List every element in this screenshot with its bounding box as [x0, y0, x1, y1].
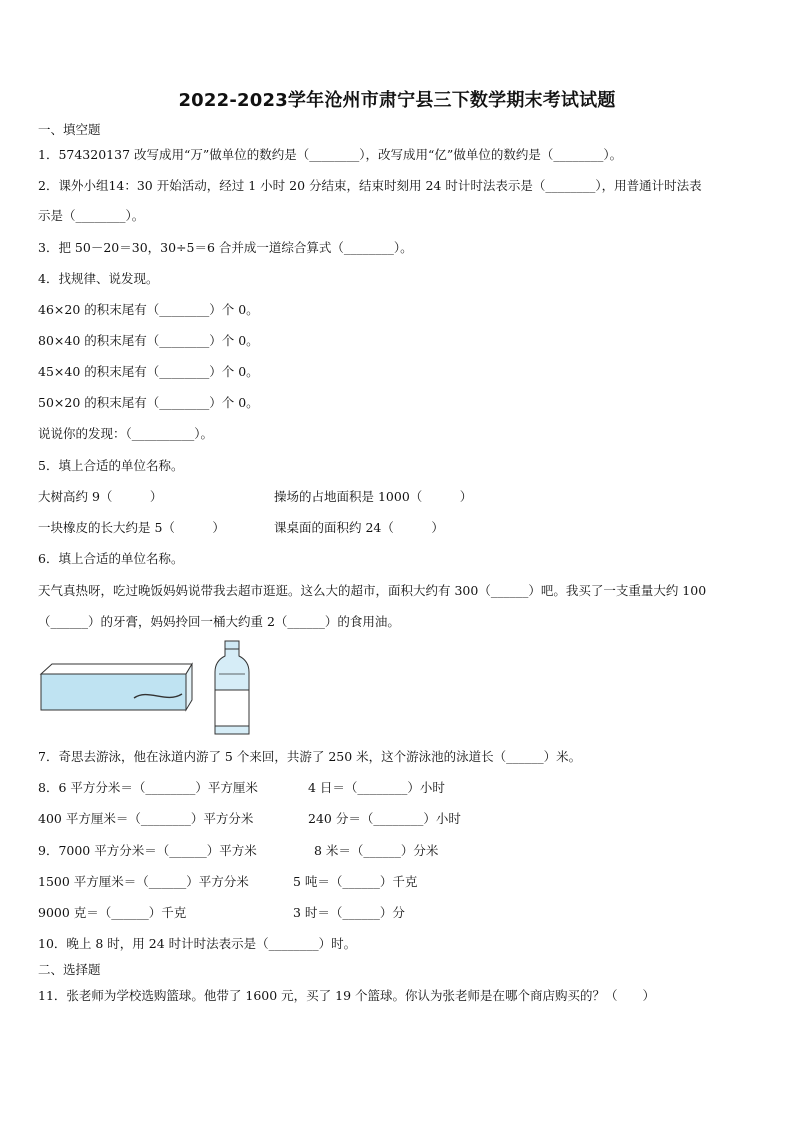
page-title: 2022-2023学年沧州市肃宁县三下数学期末考试试题 — [178, 90, 616, 111]
question-8-item-c: 400 平方厘米＝（________）平方分米 — [38, 811, 254, 826]
question-5-item-b: 操场的占地面积是 1000（ ） — [274, 489, 473, 504]
question-5-item-c: 一块橡皮的长大约是 5（ ） — [38, 520, 225, 535]
question-8-item-a: 8．6 平方分米＝（________）平方厘米 — [38, 780, 258, 795]
section-fill-blank: 一、填空题 — [38, 122, 101, 137]
question-9-item-d: 5 吨＝（______）千克 — [293, 874, 418, 889]
question-4-item-d: 50×20 的积末尾有（________）个 0。 — [38, 395, 259, 410]
question-9-item-a: 9．7000 平方分米＝（______）平方米 — [38, 843, 257, 858]
section-multiple-choice: 二、选择题 — [38, 962, 101, 977]
question-4-item-a: 46×20 的积末尾有（________）个 0。 — [38, 302, 259, 317]
question-5: 5．填上合适的单位名称。 — [38, 458, 184, 473]
question-5-item-d: 课桌面的面积约 24（ ） — [274, 520, 444, 535]
question-1: 1．574320137 改写成用“万”做单位的数约是（________），改写成用“亿”做单位的数约是（________）。 — [38, 147, 623, 162]
question-2-line-1: 2．课外小组14：30 开始活动，经过 1 小时 20 分结束，结束时刻用 24 时计时法表示是（________），用普通计时法表 — [38, 178, 702, 193]
question-8-item-d: 240 分＝（________）小时 — [308, 811, 461, 826]
question-11: 11．张老师为学校选购篮球。他带了 1600 元，买了 19 个篮球。你认为张老师是在哪个商店购买的？（ ） — [38, 988, 656, 1003]
oil-bottle-illustration — [212, 640, 252, 736]
question-8-item-b: 4 日＝（________）小时 — [308, 780, 445, 795]
question-3: 3．把 50－20＝30，30÷5＝6 合并成一道综合算式（________）。 — [38, 240, 413, 255]
question-2-line-2: 示是（________）。 — [38, 208, 145, 223]
question-9-item-c: 1500 平方厘米＝（______）平方分米 — [38, 874, 249, 889]
question-9-item-f: 3 时＝（______）分 — [293, 905, 405, 920]
question-6-line-2: （______）的牙膏，妈妈拎回一桶大约重 2（______）的食用油。 — [38, 614, 400, 629]
question-6-line-1: 天气真热呀，吃过晚饭妈妈说带我去超市逛逛。这么大的超市，面积大约有 300（______）吧。我买了一支重量大约 100 — [38, 583, 707, 598]
question-10: 10．晚上 8 时，用 24 时计时法表示是（________）时。 — [38, 936, 357, 951]
question-6: 6．填上合适的单位名称。 — [38, 551, 184, 566]
question-4-item-c: 45×40 的积末尾有（________）个 0。 — [38, 364, 259, 379]
question-4-discovery: 说说你的发现：（__________）。 — [38, 426, 214, 441]
question-9-item-b: 8 米＝（______）分米 — [314, 843, 439, 858]
question-5-item-a: 大树高约 9（ ） — [38, 489, 163, 504]
question-9-item-e: 9000 克＝（______）千克 — [38, 905, 187, 920]
question-4-item-b: 80×40 的积末尾有（________）个 0。 — [38, 333, 259, 348]
question-7: 7．奇思去游泳，他在泳道内游了 5 个来回，共游了 250 米，这个游泳池的泳道长（______）米。 — [38, 749, 582, 764]
question-4: 4．找规律、说发现。 — [38, 271, 159, 286]
toothpaste-illustration — [38, 660, 194, 712]
